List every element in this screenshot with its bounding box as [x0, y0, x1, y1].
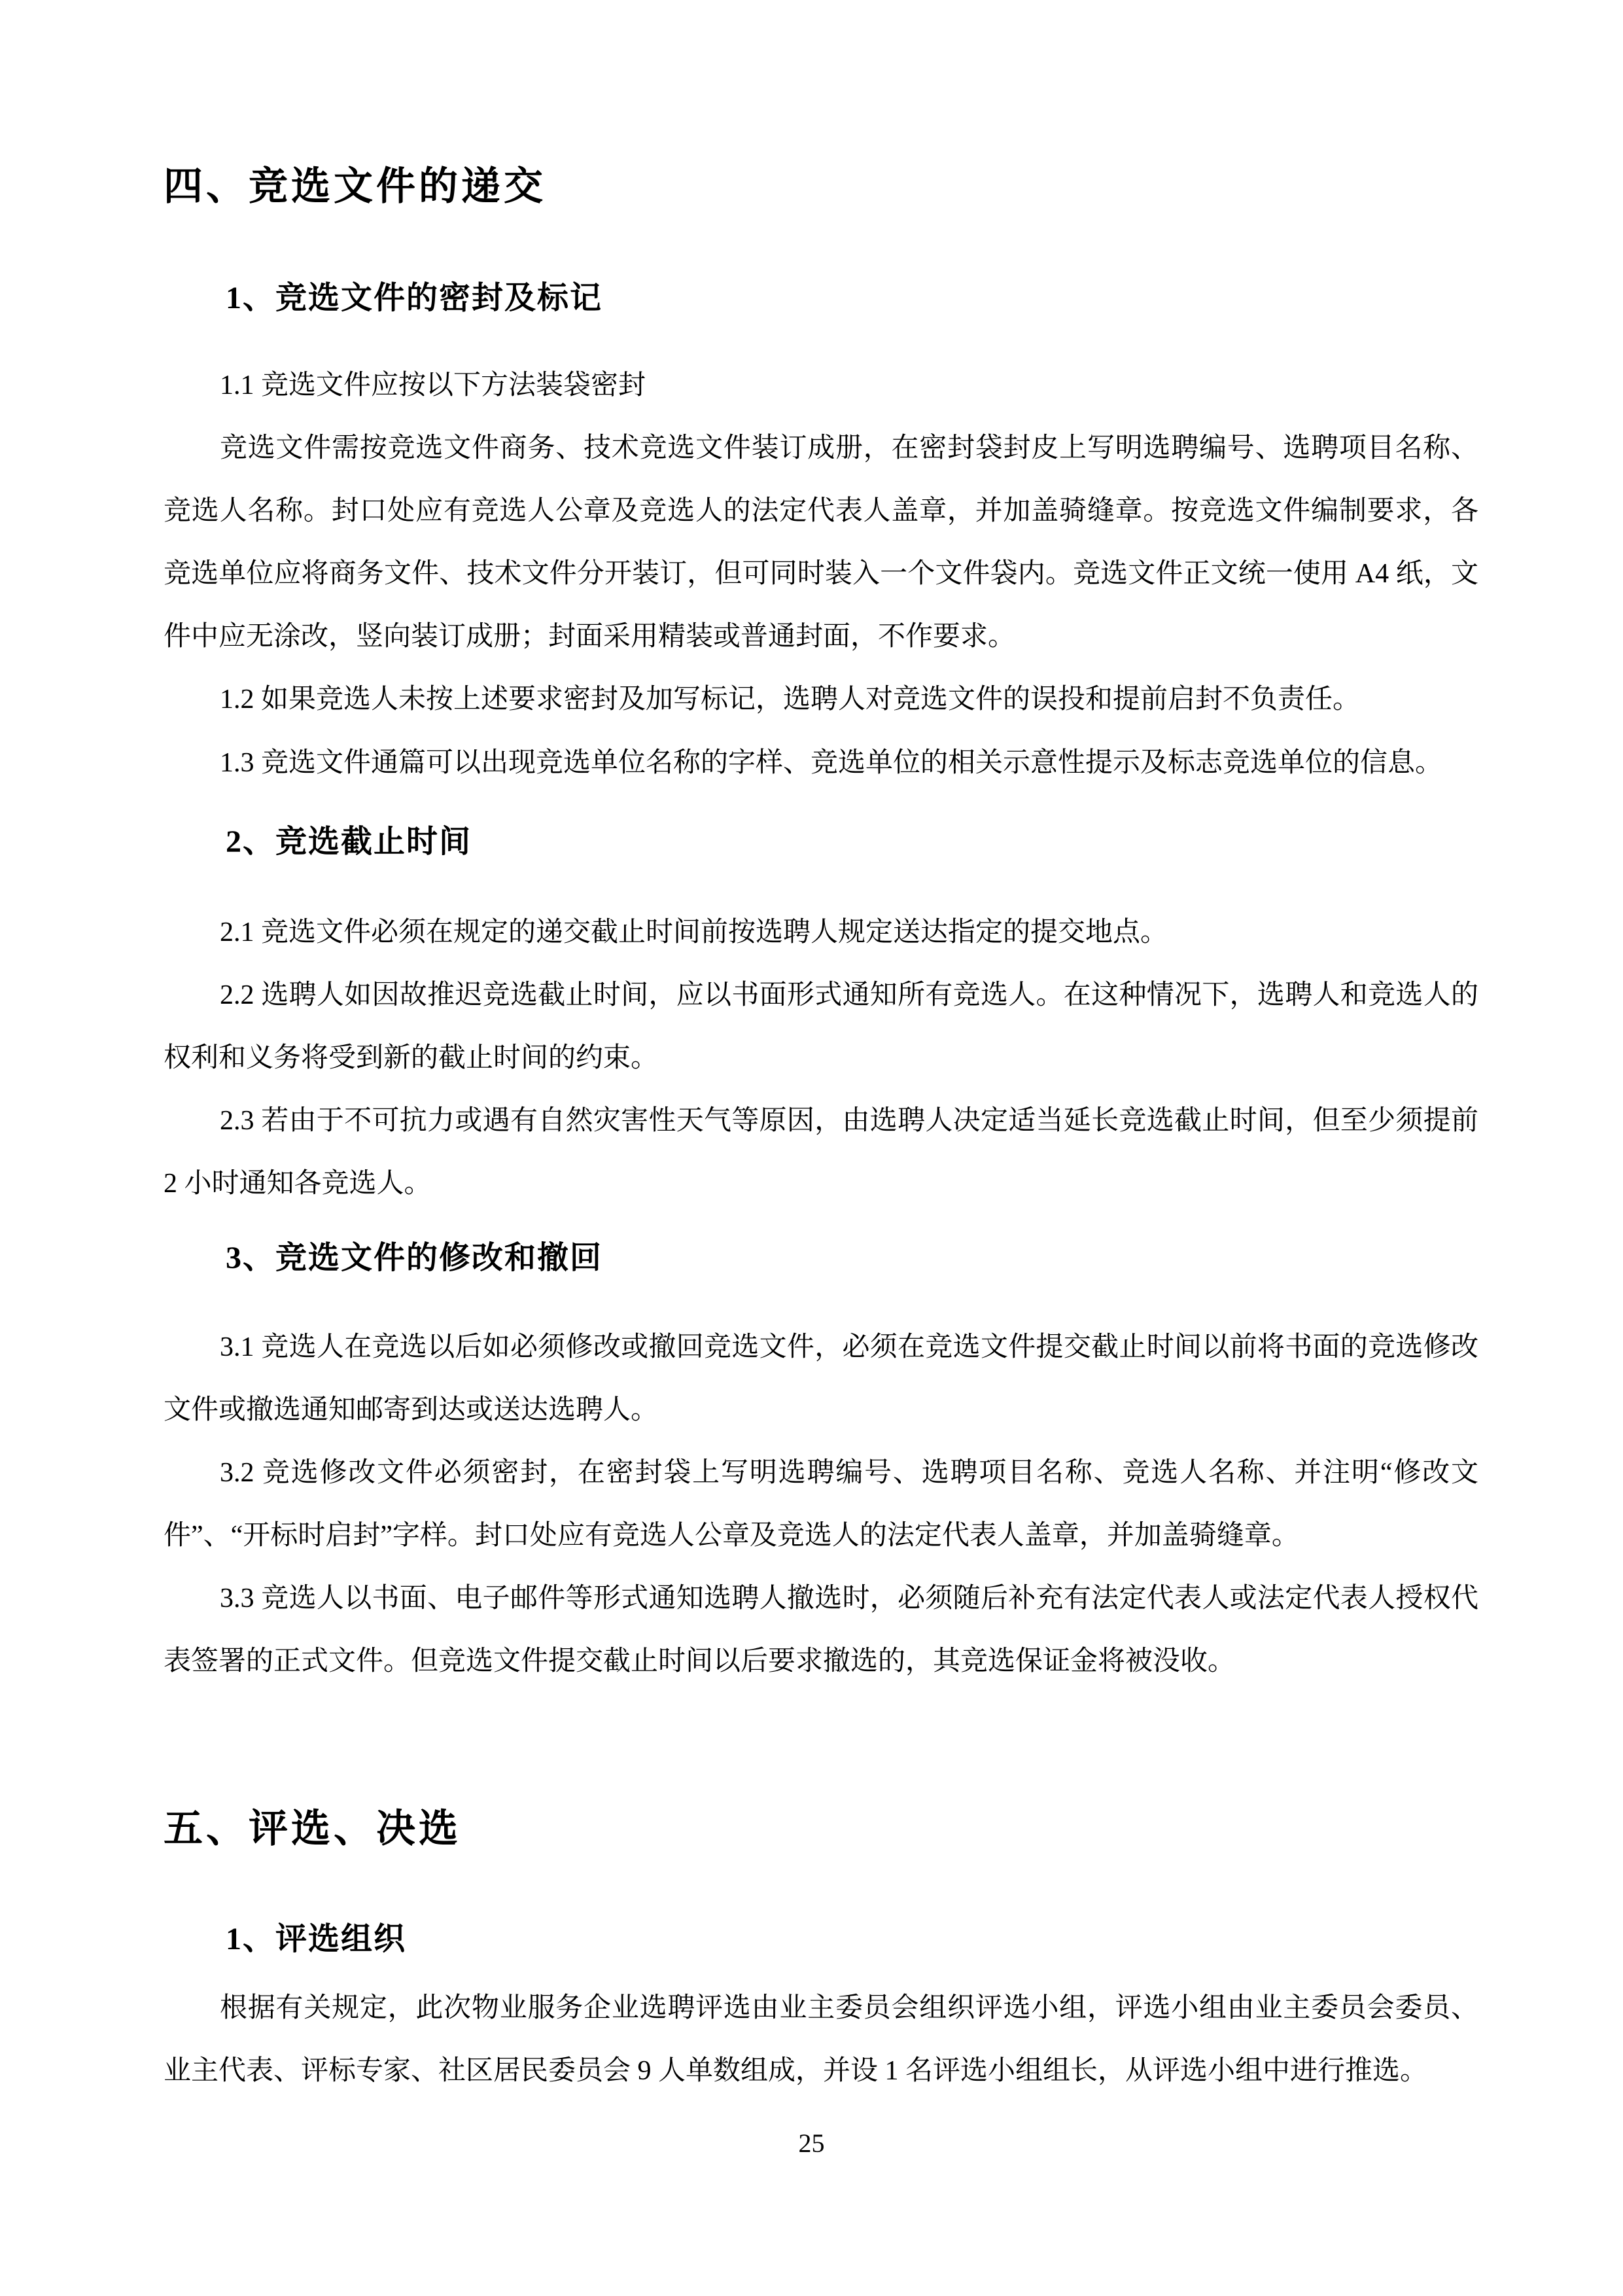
section-4-heading: 四、竞选文件的递交: [164, 165, 546, 208]
para-2-3-force-majeure: 2.3 若由于不可抗力或遇有自然灾害性天气等原因，由选聘人决定适当延长竞选截止时间，但至少须提前 2 小时通知各竞选人。: [164, 1106, 1478, 1199]
section-5-heading: 五、评选、决选: [164, 1807, 461, 1850]
para-eval-org-detail: 根据有关规定，此次物业服务企业选聘评选由业主委员会组织评选小组，评选小组由业主委员会委员、业主代表、评标专家、社区居民委员会 9 人单数组成，并设 1 名评选小组组长，从评选小组中进行推选。: [164, 1993, 1478, 2086]
subsection-2-deadline-heading: 2、竞选截止时间: [226, 824, 472, 859]
para-1-1-sealing-method-intro: 1.1 竞选文件应按以下方法装袋密封: [220, 370, 646, 400]
para-2-1-delivery-location: 2.1 竞选文件必须在规定的递交截止时间前按选聘人规定送达指定的提交地点。: [220, 917, 1168, 947]
para-3-2-modify-sealing: 3.2 竞选修改文件必须密封，在密封袋上写明选聘编号、选聘项目名称、竞选人名称、并注明“修改文件”、“开标时启封”字样。封口处应有竞选人公章及竞选人的法定代表人盖章，并加盖骑缝章。: [164, 1458, 1478, 1551]
para-3-1-modify-notice: 3.1 竞选人在竞选以后如必须修改或撤回竞选文件，必须在竞选文件提交截止时间以前将书面的竞选修改文件或撤选通知邮寄到达或送达选聘人。: [164, 1332, 1478, 1425]
para-1-3-unit-name-info: 1.3 竞选文件通篇可以出现竞选单位名称的字样、竞选单位的相关示意性提示及标志竞选单位的信息。: [220, 748, 1443, 778]
subsection-3-modify-withdraw-heading: 3、竞选文件的修改和撤回: [226, 1241, 603, 1275]
page-number: 25: [798, 2128, 825, 2158]
para-3-3-withdraw-deposit: 3.3 竞选人以书面、电子邮件等形式通知选聘人撤选时，必须随后补充有法定代表人或法定代表人授权代表签署的正式文件。但竞选文件提交截止时间以后要求撤选的，其竞选保证金将被没收。: [164, 1583, 1478, 1676]
para-1-2-seal-disclaimer: 1.2 如果竞选人未按上述要求密封及加写标记，选聘人对竞选文件的误投和提前启封不负责任。: [220, 684, 1361, 715]
para-sealing-method-detail: 竞选文件需按竞选文件商务、技术竞选文件装订成册，在密封袋封皮上写明选聘编号、选聘项目名称、竞选人名称。封口处应有竞选人公章及竞选人的法定代表人盖章，并加盖骑缝章。按竞选文件编制要求，各竞选单位应将商务文件、技术文件分开装订，但可同时装入一个文件袋内。竞选文件正文统一使用 A4 纸，文件中应无涂改，竖向装订成册；封面采用精装或普通封面，不作要求。: [164, 433, 1478, 652]
subsection-1-sealing-heading: 1、竞选文件的密封及标记: [226, 281, 603, 315]
subsection-eval-org-heading: 1、评选组织: [226, 1922, 407, 1956]
para-2-2-deadline-postpone: 2.2 选聘人如因故推迟竞选截止时间，应以书面形式通知所有竞选人。在这种情况下，选聘人和竞选人的权利和义务将受到新的截止时间的约束。: [164, 980, 1478, 1073]
